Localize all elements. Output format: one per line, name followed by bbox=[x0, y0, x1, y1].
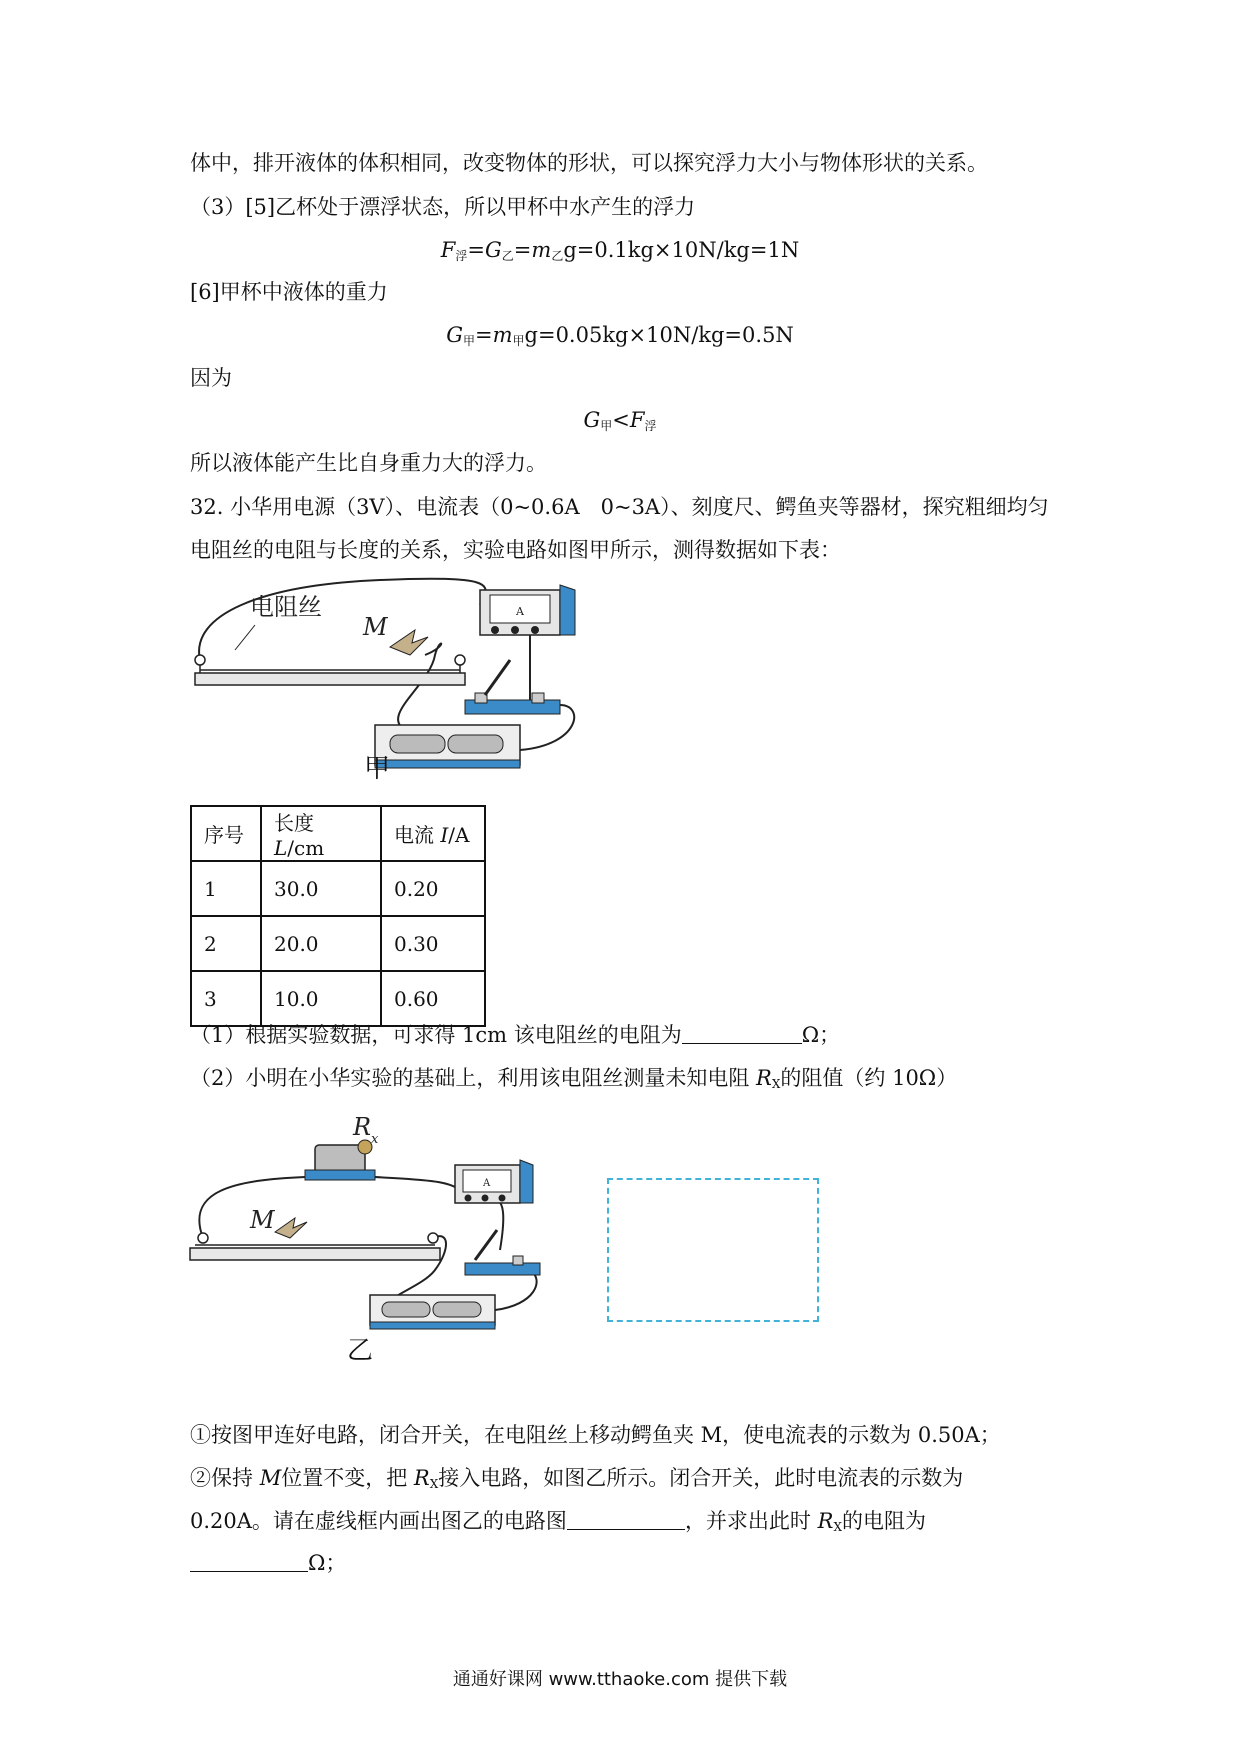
data-table bbox=[190, 805, 486, 1027]
table-cell: 0.30 bbox=[381, 916, 485, 971]
table-cell: 20.0 bbox=[261, 916, 381, 971]
question-2: （2）小明在小华实验的基础上，利用该电阻丝测量未知电阻 $R_X$的阻值（约 10Ω） bbox=[190, 1066, 958, 1091]
table-header: 电流 I/A bbox=[381, 806, 485, 861]
ammeter-label: A bbox=[483, 1178, 491, 1189]
text-line: 所以液体能产生比自身重力大的浮力。 bbox=[190, 451, 547, 475]
equation-compare: $G_甲<F_浮$ bbox=[583, 408, 657, 433]
rx-label: R bbox=[353, 1113, 372, 1141]
clip-label: M bbox=[250, 1206, 275, 1234]
table-cell: 3 bbox=[191, 971, 261, 1026]
figure-caption-jia: 甲 bbox=[364, 754, 391, 784]
table-cell: 10.0 bbox=[261, 971, 381, 1026]
answer-blank[interactable] bbox=[190, 1553, 308, 1572]
equation-buoyancy: $F_浮=G_乙=m_乙g=0.1kg\times 10N/kg=1N$ bbox=[440, 238, 800, 263]
question-1: （1）根据实验数据，可求得 1cm 该电阻丝的电阻为 Ω； bbox=[190, 1023, 841, 1047]
step-2: ②保持 M位置不变，把 $R_X$接入电路，如图乙所示。闭合开关，此时电流表的示数为 bbox=[190, 1466, 964, 1491]
text-line: [6]甲杯中液体的重力 bbox=[190, 280, 388, 304]
table-row bbox=[191, 916, 485, 971]
figure-caption-yi: 乙 bbox=[347, 1336, 374, 1366]
text-line: 体中，排开液体的体积相同，改变物体的形状，可以探究浮力大小与物体形状的关系。 bbox=[190, 151, 988, 175]
wire-label: 电阻丝 bbox=[250, 593, 322, 621]
page-footer: 通通好课网 www.tthaoke.com 提供下载 bbox=[452, 1669, 788, 1690]
answer-blank[interactable] bbox=[682, 1025, 802, 1044]
table-cell: 1 bbox=[191, 861, 261, 916]
table-row bbox=[191, 861, 485, 916]
text-line: 因为 bbox=[190, 366, 232, 390]
text-line: （3）[5]乙杯处于漂浮状态，所以甲杯中水产生的浮力 bbox=[190, 195, 696, 219]
circuit-figure-jia bbox=[180, 575, 600, 775]
table-cell: 2 bbox=[191, 916, 261, 971]
drawing-box[interactable] bbox=[607, 1178, 819, 1322]
circuit-figure-yi bbox=[175, 1110, 575, 1330]
clip-label: M bbox=[363, 613, 388, 641]
table-cell: 0.20 bbox=[381, 861, 485, 916]
table-cell: 30.0 bbox=[261, 861, 381, 916]
step-2-cont: 0.20A。请在虚线框内画出图乙的电路图 ，并求出此时 $R_X$的电阻为 bbox=[190, 1509, 926, 1534]
table-header-row bbox=[191, 806, 485, 861]
text-line: 电阻丝的电阻与长度的关系，实验电路如图甲所示，测得数据如下表： bbox=[190, 538, 841, 562]
table-cell: 0.60 bbox=[381, 971, 485, 1026]
question-32: 32. 小华用电源（3V）、电流表（0~0.6A 0~3A）、刻度尺、鳄鱼夹等器材，探究粗细均匀 bbox=[190, 495, 1049, 519]
equation-weight: $G_甲=m_甲g=0.05kg\times 10N/kg=0.5N$ bbox=[446, 323, 794, 348]
ammeter-label: A bbox=[516, 605, 524, 618]
table-row bbox=[191, 971, 485, 1026]
step-1: ①按图甲连好电路，闭合开关，在电阻丝上移动鳄鱼夹 M，使电流表的示数为 0.50A； bbox=[190, 1423, 1001, 1447]
rx-sub: x bbox=[371, 1132, 379, 1147]
table-header: 序号 bbox=[191, 806, 261, 861]
answer-blank[interactable] bbox=[567, 1511, 685, 1530]
step-2-answer: Ω； bbox=[190, 1548, 346, 1578]
table-header: 长度 L/cm bbox=[261, 806, 381, 861]
